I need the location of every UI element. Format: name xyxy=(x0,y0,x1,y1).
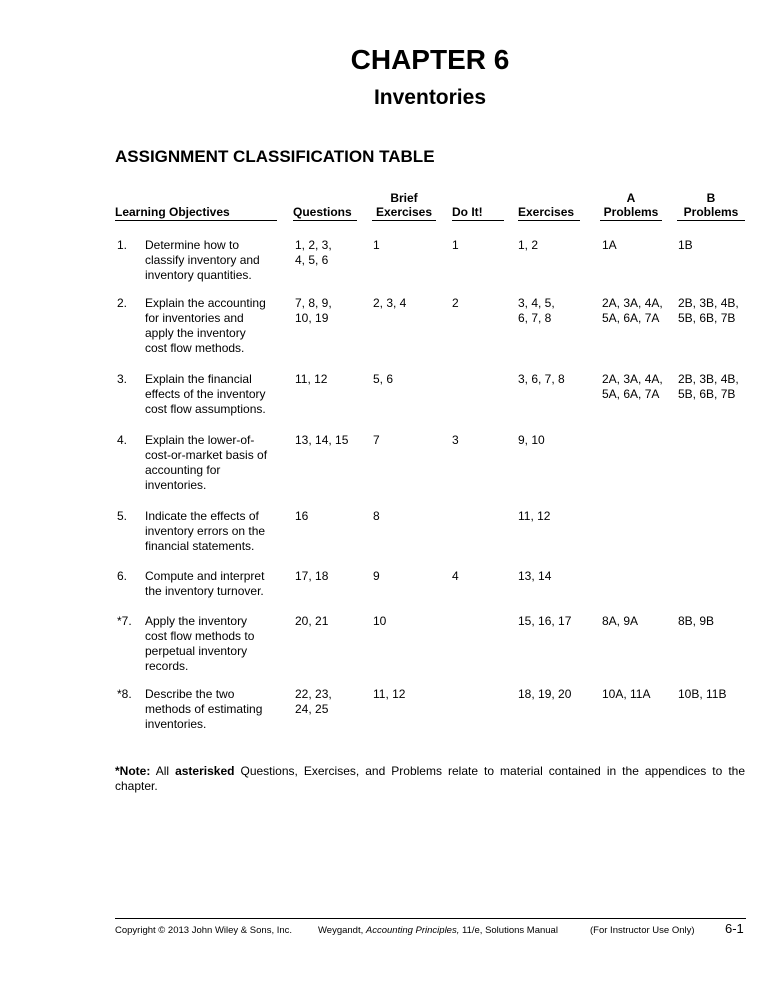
row-brief-exercises: 7 xyxy=(373,433,380,447)
row-questions-line: 4, 5, 6 xyxy=(295,253,329,267)
row-b-problems-line: 1B xyxy=(678,238,693,252)
row-questions-line: 16 xyxy=(295,509,309,523)
row-exercises xyxy=(518,372,565,387)
footer-usage: (For Instructor Use Only) xyxy=(590,925,695,936)
row-objective xyxy=(145,238,260,283)
footer-copyright: Copyright © 2013 John Wiley & Sons, Inc. xyxy=(115,925,293,936)
chapter-heading: CHAPTER 6 xyxy=(350,44,510,75)
row-b-problems xyxy=(678,238,693,253)
row-exercises xyxy=(518,569,551,584)
header-a-line2: Problems xyxy=(600,205,662,221)
footer-author: Weygandt, xyxy=(318,925,364,936)
row-objective-line: Apply the inventory xyxy=(145,614,248,628)
header-doit: Do It! xyxy=(452,205,504,221)
header-brief-line1: Brief xyxy=(390,191,418,205)
row-objective-line: methods of estimating xyxy=(145,702,263,716)
row-doit: 3 xyxy=(452,433,459,447)
row-brief-exercises: 8 xyxy=(373,509,380,523)
row-brief-exercises: 9 xyxy=(373,569,380,583)
note-label: *Note: xyxy=(115,764,151,778)
row-objective-line: cost flow methods to xyxy=(145,629,255,643)
row-questions xyxy=(295,433,348,448)
header-objectives: Learning Objectives xyxy=(115,205,277,221)
footer-citation xyxy=(318,925,558,936)
row-questions xyxy=(295,687,332,717)
row-objective xyxy=(145,372,266,417)
page-number: 6-1 xyxy=(725,921,744,936)
row-questions xyxy=(295,296,332,326)
header-a-line1: A xyxy=(626,191,636,205)
row-objective-line: Explain the accounting xyxy=(145,296,266,310)
chapter-title: Inventories xyxy=(373,86,487,109)
row-objective-line: Determine how to xyxy=(145,238,240,252)
row-objective-line: records. xyxy=(145,659,189,673)
row-exercises-line: 6, 7, 8 xyxy=(518,311,552,325)
row-doit: 4 xyxy=(452,569,459,583)
header-questions: Questions xyxy=(293,205,357,221)
row-b-problems-line: 5B, 6B, 7B xyxy=(678,387,736,401)
row-a-problems-line: 5A, 6A, 7A xyxy=(602,311,660,325)
row-questions-line: 20, 21 xyxy=(295,614,329,628)
note-text-1: All xyxy=(155,764,170,778)
row-exercises-line: 3, 6, 7, 8 xyxy=(518,372,565,386)
row-b-problems xyxy=(678,372,739,402)
row-brief-exercises: 10 xyxy=(373,614,387,628)
row-a-problems-line: 2A, 3A, 4A, xyxy=(602,296,663,310)
row-b-problems xyxy=(678,687,726,702)
row-brief-exercises: 2, 3, 4 xyxy=(373,296,407,310)
row-questions xyxy=(295,569,328,584)
row-exercises-line: 1, 2 xyxy=(518,238,539,252)
footer-rule xyxy=(115,918,746,919)
row-objective-line: the inventory turnover. xyxy=(145,584,264,598)
row-objective-line: inventories. xyxy=(145,478,207,492)
row-questions-line: 7, 8, 9, xyxy=(295,296,332,310)
footer-book: Accounting Principles, xyxy=(365,925,460,936)
row-exercises xyxy=(518,509,550,524)
row-a-problems-line: 10A, 11A xyxy=(602,687,651,701)
row-a-problems xyxy=(602,296,663,326)
note-emphasis: asterisked xyxy=(175,764,235,778)
row-exercises-line: 13, 14 xyxy=(518,569,552,583)
row-brief-exercises: 1 xyxy=(373,238,380,252)
row-number: *7. xyxy=(117,614,132,628)
row-b-problems xyxy=(678,296,739,326)
row-objective-line: inventory errors on the xyxy=(145,524,266,538)
row-exercises xyxy=(518,687,571,702)
row-objective xyxy=(145,687,262,732)
footnote xyxy=(115,764,745,794)
row-questions-line: 13, 14, 15 xyxy=(295,433,349,447)
note-text-2: Questions, Exercises, and Problems relate to material contained in the appendices to the chapter. xyxy=(115,764,745,793)
row-b-problems xyxy=(678,614,714,629)
row-number: 5. xyxy=(117,509,128,523)
row-a-problems-line: 2A, 3A, 4A, xyxy=(602,372,663,386)
row-objective-line: Describe the two xyxy=(145,687,235,701)
row-exercises xyxy=(518,614,571,629)
row-questions xyxy=(295,509,308,524)
row-objective xyxy=(145,614,254,674)
row-b-problems-line: 2B, 3B, 4B, xyxy=(678,296,739,310)
row-objective-line: cost-or-market basis of xyxy=(145,448,268,462)
row-objective-line: Compute and interpret xyxy=(145,569,265,583)
row-b-problems-line: 2B, 3B, 4B, xyxy=(678,372,739,386)
row-number: 1. xyxy=(117,238,128,252)
row-brief-exercises: 11, 12 xyxy=(373,687,406,701)
row-a-problems-line: 5A, 6A, 7A xyxy=(602,387,660,401)
row-a-problems-line: 1A xyxy=(602,238,617,252)
header-b-line2: Problems xyxy=(677,205,745,221)
row-b-problems-line: 5B, 6B, 7B xyxy=(678,311,736,325)
row-objective-line: financial statements. xyxy=(145,539,255,553)
row-questions-line: 17, 18 xyxy=(295,569,329,583)
row-questions xyxy=(295,372,327,387)
row-exercises xyxy=(518,238,538,253)
header-exercises: Exercises xyxy=(518,205,580,221)
row-number: 6. xyxy=(117,569,128,583)
row-number: 4. xyxy=(117,433,128,447)
row-a-problems-line: 8A, 9A xyxy=(602,614,639,628)
row-number: 3. xyxy=(117,372,128,386)
row-objective-line: Explain the lower-of- xyxy=(145,433,255,447)
row-exercises xyxy=(518,433,545,448)
row-questions-line: 10, 19 xyxy=(295,311,329,325)
row-objective-line: perpetual inventory xyxy=(145,644,248,658)
row-exercises xyxy=(518,296,555,326)
row-a-problems xyxy=(602,238,617,253)
row-objective xyxy=(145,433,267,493)
row-exercises-line: 15, 16, 17 xyxy=(518,614,572,628)
row-brief-exercises: 5, 6 xyxy=(373,372,394,386)
row-questions-line: 24, 25 xyxy=(295,702,329,716)
row-exercises-line: 3, 4, 5, xyxy=(518,296,555,310)
row-objective-line: cost flow assumptions. xyxy=(145,402,266,416)
row-objective-line: cost flow methods. xyxy=(145,341,245,355)
row-questions-line: 22, 23, xyxy=(295,687,332,701)
section-title: ASSIGNMENT CLASSIFICATION TABLE xyxy=(115,147,435,166)
row-objective-line: apply the inventory xyxy=(145,326,246,340)
row-exercises-line: 11, 12 xyxy=(518,509,551,523)
row-objective-line: accounting for xyxy=(145,463,221,477)
row-objective xyxy=(145,296,266,356)
row-objective-line: classify inventory and xyxy=(145,253,260,267)
row-a-problems xyxy=(602,687,650,702)
row-a-problems xyxy=(602,614,638,629)
row-objective-line: effects of the inventory xyxy=(145,387,266,401)
row-exercises-line: 18, 19, 20 xyxy=(518,687,572,701)
header-b-line1: B xyxy=(706,191,716,205)
row-a-problems xyxy=(602,372,663,402)
header-brief-line2: Exercises xyxy=(372,205,436,221)
row-doit: 1 xyxy=(452,238,459,252)
row-b-problems-line: 8B, 9B xyxy=(678,614,715,628)
row-objective-line: for inventories and xyxy=(145,311,244,325)
row-objective xyxy=(145,509,265,554)
row-number: *8. xyxy=(117,687,132,701)
row-questions-line: 11, 12 xyxy=(295,372,328,386)
row-objective-line: inventory quantities. xyxy=(145,268,252,282)
row-objective xyxy=(145,569,264,599)
row-exercises-line: 9, 10 xyxy=(518,433,545,447)
footer-edition: 11/e, Solutions Manual xyxy=(462,925,558,936)
row-objective-line: Explain the financial xyxy=(145,372,252,386)
row-questions xyxy=(295,238,332,268)
row-questions-line: 1, 2, 3, xyxy=(295,238,332,252)
row-objective-line: Indicate the effects of xyxy=(145,509,259,523)
row-questions xyxy=(295,614,328,629)
row-doit: 2 xyxy=(452,296,459,310)
row-b-problems-line: 10B, 11B xyxy=(678,687,727,701)
row-number: 2. xyxy=(117,296,128,310)
row-objective-line: inventories. xyxy=(145,717,207,731)
